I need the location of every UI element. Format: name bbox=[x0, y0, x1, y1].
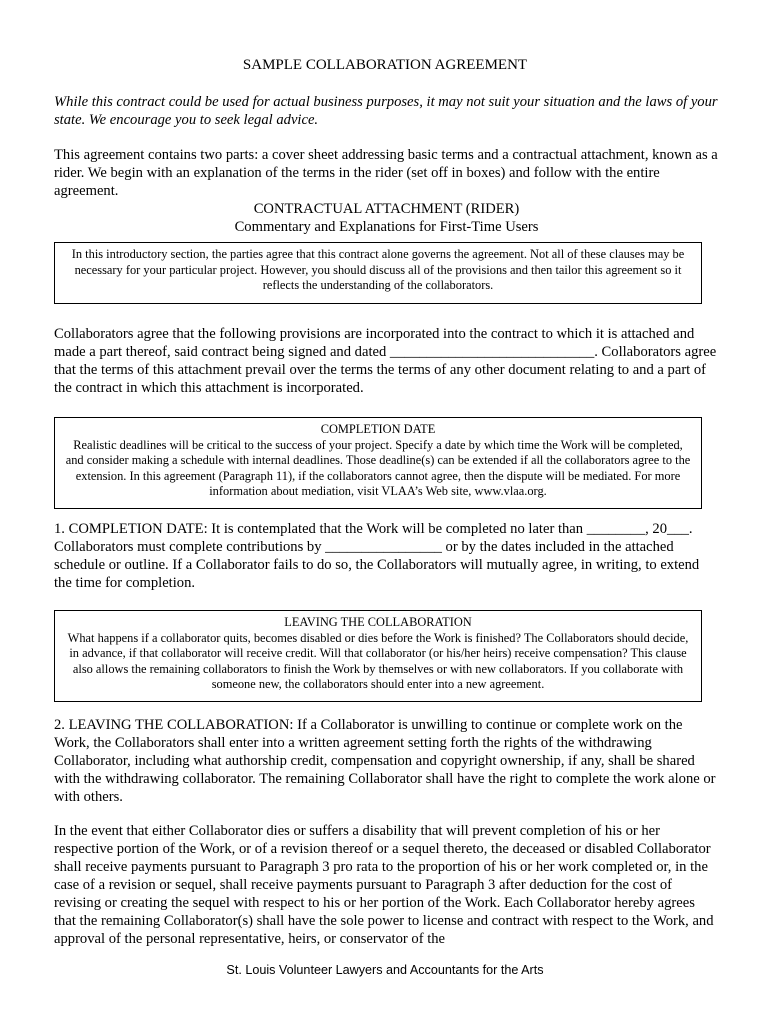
leaving-box-text: What happens if a collaborator quits, becomes disabled or dies before the Work is finished? The Collaborators should decide, in advance, if that collaborator will receive credit. Will that collaborator (or his/her heirs) receive compensation? This clause also allows the remaining collaborators to finish the Work by themselves or with new collaborators. If you collaborate with someone new, the collaborators should enter into a new agreement. bbox=[67, 630, 689, 692]
rider-subheading: Commentary and Explanations for First-Time Users bbox=[234, 219, 539, 235]
leaving-commentary-box bbox=[54, 610, 702, 702]
death-disability-clause: In the event that either Collaborator dies or suffers a disability that will prevent completion of his or her respective portion of the Work, or of a revision thereof or a sequel thereto, the deceased or disabled Collaborator shall receive payments pursuant to Paragraph 3 pro rata to the proportion of his or her work completed or, in the case of a revision or sequel, shall receive payments pursuant to Paragraph 3 after deduction for the cost of revising or creating the sequel with respect to his or her portion of the Work. Each Collaborator hereby agrees that the remaining Collaborator(s) shall have the sole power to license and contract with respect to the Work, and approval of the personal representative, heirs, or conservator of the bbox=[54, 823, 714, 947]
completion-box-text: Realistic deadlines will be critical to the success of your project. Specify a date by which time the Work will be completed, and consider making a schedule with internal deadlines. Those deadline(s) can be extended if all the collaborators agree to the extension. In this agreement (Paragraph 11), if the collaborators cannot agree, then the dispute will be mediated. For more information about mediation, visit VLAA’s Web site, www.vlaa.org. bbox=[65, 437, 691, 499]
intro-paragraph: This agreement contains two parts: a cover sheet addressing basic terms and a contractual attachment, known as a rider. We begin with an explanation of the terms in the rider (set off in boxes) and follow with the entire agreement. bbox=[54, 147, 718, 199]
page-footer: St. Louis Volunteer Lawyers and Accountants for the Arts bbox=[226, 963, 544, 977]
document-title: SAMPLE COLLABORATION AGREEMENT bbox=[242, 57, 528, 73]
incorporation-paragraph: Collaborators agree that the following provisions are incorporated into the contract to which it is attached and made a part thereof, said contract being signed and dated ____________________________. Collaborators agree that the terms of this attachment prevail over the terms the terms of any other document relating to and a part of the contract in which this attachment is incorporated. bbox=[54, 326, 717, 396]
completion-commentary-box bbox=[54, 417, 702, 509]
rider-heading: CONTRACTUAL ATTACHMENT (RIDER) bbox=[253, 201, 520, 217]
leaving-box-heading: LEAVING THE COLLABORATION bbox=[284, 615, 472, 629]
disclaimer-paragraph: While this contract could be used for actual business purposes, it may not suit your situation and the laws of your state. We encourage you to seek legal advice. bbox=[54, 94, 718, 128]
intro-commentary-box bbox=[54, 242, 702, 304]
completion-clause: 1. COMPLETION DATE: It is contemplated that the Work will be completed no later than ________, 20___. Collaborators must complete contributions by ________________ or by the dates included in the attached schedule or outline. If a Collaborator fails to do so, the Collaborators will mutually agree, in writing, to extend the time for completion. bbox=[54, 521, 700, 591]
leaving-clause: 2. LEAVING THE COLLABORATION: If a Collaborator is unwilling to continue or complete work on the Work, the Collaborators shall enter into a written agreement setting forth the rights of the withdrawing Collaborator, including what authorship credit, compensation and copyright ownership, if any, shall be shared with the withdrawing collaborator. The remaining Collaborator shall have the right to complete the work alone or with others. bbox=[54, 717, 716, 805]
completion-box-heading: COMPLETION DATE bbox=[320, 422, 436, 436]
intro-commentary-text: In this introductory section, the parties agree that this contract alone governs the agreement. Not all of these clauses may be necessary for your particular project. However, you should discuss all of the provisions and then tailor this agreement so it reflects the understanding of the collaborators. bbox=[71, 247, 685, 293]
